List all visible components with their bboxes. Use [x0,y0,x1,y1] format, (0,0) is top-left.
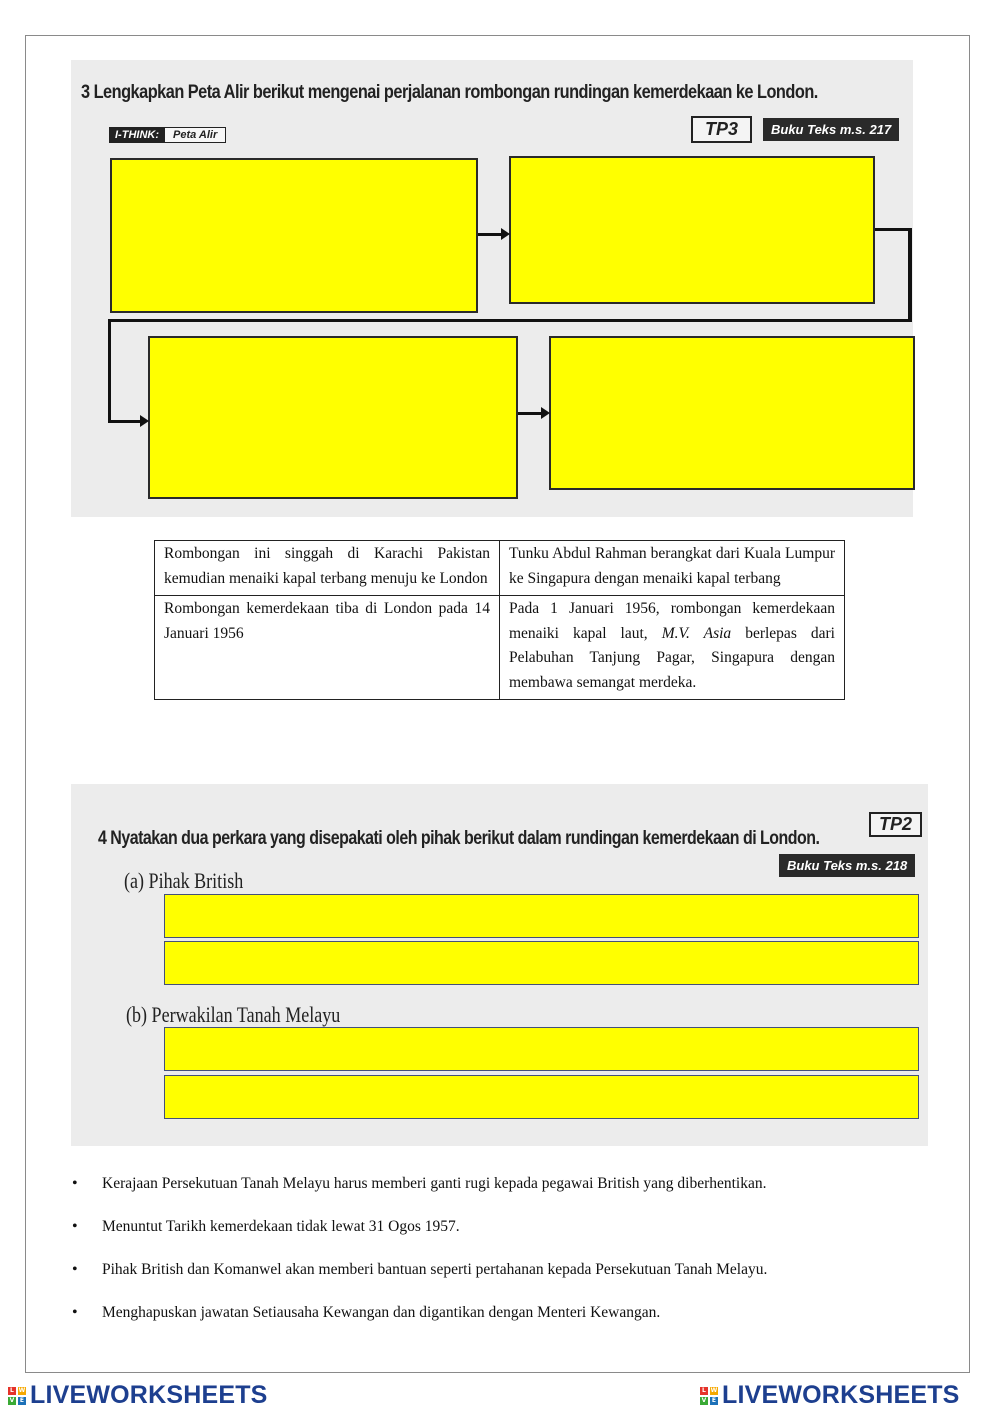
logo-letter: V [9,1396,15,1404]
answer-slot-a2[interactable] [164,941,919,985]
answer-option-ship[interactable] [500,596,845,700]
answer-option-karachi[interactable]: Rombongan ini singgah di Karachi Pakistan kemudian menaiki kapal terbang menuju ke London [155,541,500,596]
logo-letter: L [9,1386,15,1394]
answer-option-kuala-lumpur[interactable]: Tunku Abdul Rahman berangkat dari Kuala Lumpur ke Singapura dengan menaiki kapal terbang [500,541,845,596]
question-3-title: 3 Lengkapkan Peta Alir berikut mengenai perjalanan rombongan rundingan kemerdekaan ke London. [81,82,818,103]
brand-name: LIVEWORKSHEETS [30,1381,268,1409]
ship-name: M.V. Asia [661,624,732,642]
logo-icon [8,1387,26,1405]
connector-3-4 [518,412,542,415]
logo-letter: L [701,1386,707,1394]
connector-3-down [108,319,111,423]
arrow-icon [541,407,550,419]
tp3-badge: TP3 [691,116,752,143]
connector-2-down [908,228,912,321]
question-4-scan [71,784,928,1146]
flow-box-2[interactable] [509,156,875,304]
flow-box-1[interactable] [110,158,478,313]
ithink-label: Peta Alir [165,127,226,143]
connector-2-right [875,228,911,231]
answer-text: berlepas dari Pelabuhan Tanjung Pagar, Singapura dengan membawa semangat merdeka. [509,624,835,691]
brand-name: LIVEWORKSHEETS [722,1381,960,1409]
logo-letter: E [711,1396,717,1404]
flow-box-3[interactable] [148,336,518,499]
ithink-badge [109,125,226,145]
answer-slot-a1[interactable] [164,894,919,938]
connector-1-2 [478,233,502,236]
list-item[interactable]: • Menuntut Tarikh kemerdekaan tidak lewat 31 Ogos 1957. [72,1215,952,1258]
list-item[interactable]: • Kerajaan Persekutuan Tanah Melayu harus memberi ganti rugi kepada pegawai British yang diberhentikan. [72,1172,952,1215]
answer-text: Pada 1 Januari 1956, rombongan kemerdekaan menaiki kapal laut, [509,600,835,642]
textbook-reference: Buku Teks m.s. 218 [779,854,915,877]
logo-letter: E [19,1396,25,1404]
arrow-icon [501,228,510,240]
arrow-icon [140,415,149,427]
answer-option-london[interactable]: Rombongan kemerdekaan tiba di London pada 14 Januari 1956 [155,596,500,700]
ithink-tag: I-THINK: [109,127,165,143]
logo-letter: W [710,1386,718,1394]
part-a-label: (a) Pihak British [124,868,244,893]
table-row [155,541,845,596]
logo-letter: W [18,1386,26,1394]
connector-3-in [108,420,141,423]
flow-box-4[interactable] [549,336,915,490]
question-3-scan [71,60,913,517]
logo-letter: V [701,1396,707,1404]
table-row [155,596,845,700]
logo-icon [700,1387,718,1405]
part-b-label: (b) Perwakilan Tanah Melayu [126,1002,341,1027]
liveworksheets-logo-left [8,1381,268,1410]
textbook-reference: Buku Teks m.s. 217 [763,118,899,141]
list-item[interactable]: • Menghapuskan jawatan Setiausaha Kewangan dan digantikan dengan Menteri Kewangan. [72,1301,952,1344]
answer-options-table [154,540,845,700]
answer-options-list [72,1172,952,1344]
answer-slot-b1[interactable] [164,1027,919,1071]
tp2-badge: TP2 [869,812,922,837]
connector-wrap [108,319,912,322]
liveworksheets-logo-right [700,1381,960,1410]
answer-slot-b2[interactable] [164,1075,919,1119]
question-4-title: 4 Nyatakan dua perkara yang disepakati oleh pihak berikut dalam rundingan kemerdekaan di London. [98,828,820,849]
list-item[interactable]: • Pihak British dan Komanwel akan memberi bantuan seperti pertahanan kepada Persekutuan Tanah Melayu. [72,1258,952,1301]
